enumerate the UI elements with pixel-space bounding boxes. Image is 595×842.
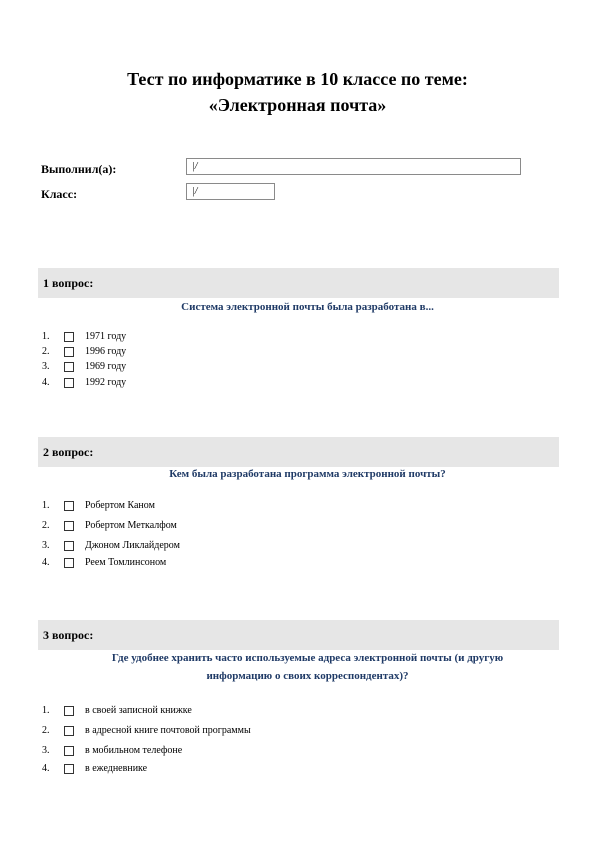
option-number: 2. [42,520,50,531]
question-3-option-2[interactable] [42,724,251,738]
document-title-line-1: Тест по информатике в 10 классе по теме: [127,69,468,89]
question-1-option-1[interactable] [42,330,126,344]
option-label: 1969 году [85,361,127,372]
question-2-option-4[interactable] [42,556,166,570]
option-label: Робертом Меткалфом [85,520,177,531]
option-label: в ежедневнике [85,763,148,774]
question-1-text: Система электронной почты была разработана в... [181,301,434,313]
document-title-line-2: «Электронная почта» [208,95,387,115]
question-1-option-4[interactable] [42,376,126,390]
option-number: 3. [42,745,50,756]
question-2-text: Кем была разработана программа электронной почты? [169,468,446,480]
question-3-number: 3 вопрос: [43,628,94,642]
checkbox[interactable] [64,746,74,756]
option-label: в мобильном телефоне [85,745,183,756]
option-label: Робертом Каном [85,500,155,511]
checkbox[interactable] [64,347,74,357]
question-3-text-line-1: Где удобнее хранить часто используемые адреса электронной почты (и другую [111,652,504,664]
class-input[interactable]: |/ [186,183,275,200]
option-number: 2. [42,725,50,736]
question-3-header-bar [38,620,559,650]
question-3-option-1[interactable] [42,704,192,718]
option-number: 1. [42,705,50,716]
checkbox[interactable] [64,558,74,568]
question-3-option-4[interactable] [42,762,147,776]
option-label: Джоном Ликлайдером [85,540,180,551]
option-number: 4. [42,557,50,568]
question-1-number: 1 вопрос: [43,276,94,290]
question-2-option-1[interactable] [42,499,155,513]
question-3-text-line-2: информацию о своих корреспондентах)? [206,670,409,682]
option-number: 4. [42,763,50,774]
question-1-option-3[interactable] [42,360,126,374]
option-number: 1. [42,331,50,342]
checkbox[interactable] [64,332,74,342]
checkbox[interactable] [64,764,74,774]
question-2-option-2[interactable] [42,519,177,533]
option-label: в адресной книге почтовой программы [85,725,251,736]
checkbox[interactable] [64,378,74,388]
option-label: 1992 году [85,377,127,388]
checkbox[interactable] [64,501,74,511]
checkbox[interactable] [64,726,74,736]
checkbox[interactable] [64,706,74,716]
class-field-label: Класс: [41,187,78,201]
option-number: 3. [42,361,50,372]
name-field-label: Выполнил(а): [41,162,117,176]
option-number: 3. [42,540,50,551]
question-2-number: 2 вопрос: [43,445,94,459]
option-label: в своей записной книжке [85,705,192,716]
checkbox[interactable] [64,362,74,372]
checkbox[interactable] [64,521,74,531]
option-label: 1971 году [85,331,127,342]
question-3-option-3[interactable] [42,744,182,758]
question-1-option-2[interactable] [42,345,126,359]
option-label: Реем Томлинсоном [85,557,167,568]
name-input[interactable]: |/ [186,158,521,175]
option-number: 1. [42,500,50,511]
question-2-option-3[interactable] [42,539,180,553]
option-label: 1996 году [85,346,127,357]
checkbox[interactable] [64,541,74,551]
question-1-header-bar [38,268,559,298]
option-number: 2. [42,346,50,357]
question-2-header-bar [38,437,559,467]
option-number: 4. [42,377,50,388]
